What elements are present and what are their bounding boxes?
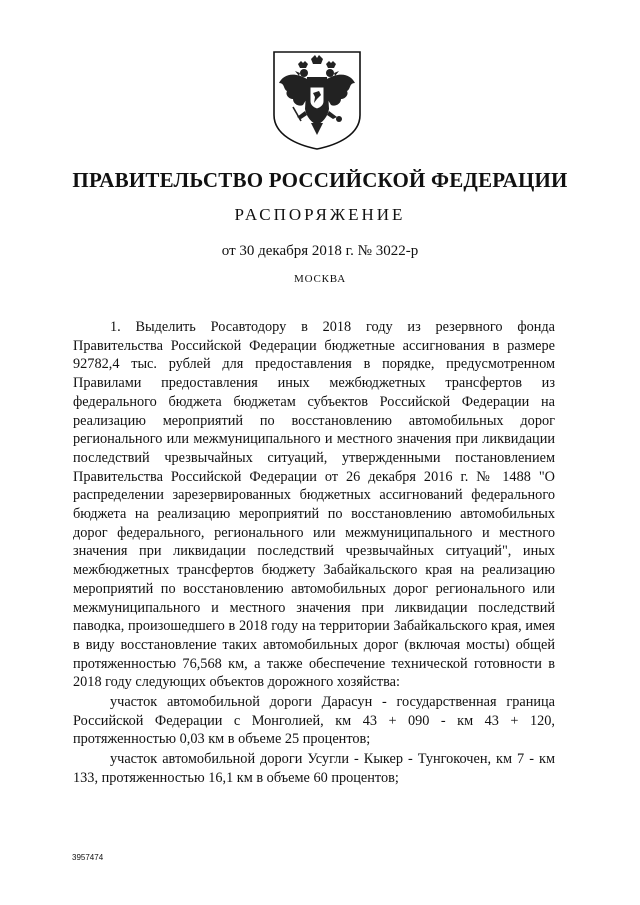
document-type: РАСПОРЯЖЕНИЕ — [234, 205, 406, 224]
government-title: ПРАВИТЕЛЬСТВО РОССИЙСКОЙ ФЕДЕРАЦИИ — [72, 168, 568, 192]
paragraph-1: 1. Выделить Росавтодору в 2018 году из резервного фонда Правительства Российской Федерации бюджетные ассигнования в размере 92782,4 тыс. рублей для предоставления в порядке, предусмотренном Правилами предоставления иных межбюджетных трансфертов из федерального бюджета бюджетам субъектов Российской Федерации на реализацию мероприятий по восстановлению автомобильных дорог регионального или межмуниципального и местного значения при ликвидации последствий чрезвычайных ситуаций, утвержденными постановлением Правительства Российской Федерации от 26 декабря 2016 г. № 1488 "О распределении зарезервированных бюджетных ассигнований федерального бюджета на реализацию мероприятий по восстановлению автомобильных дорог федерального, регионального или межмуниципального и местного значения при ликвидации последствий чрезвычайных ситуаций", иных межбюджетных трансфертов бюджету Забайкальского края на реализацию мероприятий по восстановлению автомобильных дорог регионального или межмуниципального и местного значения при ликвидации последствий паводка, произошедшего в 2018 году на территории Забайкальского края, имея в виду восстановление таких автомобильных дорог (включая мосты) общей протяженностью 76,568 км, а также обеспечение технической готовности в 2018 году следующих объектов дорожного хозяйства: — [73, 319, 555, 691]
paragraph-2: участок автомобильной дороги Дарасун - государственная граница Российской Федерации с Монголией, км 43 + 090 - км 43 + 120, протяженностью 0,03 км в объеме 25 процентов; — [73, 694, 555, 748]
coat-of-arms-icon — [271, 49, 363, 151]
document-city: МОСКВА — [294, 273, 346, 285]
document-code: 3957474 — [72, 853, 104, 862]
paragraph-3: участок автомобильной дороги Усугли - Кыкер - Тунгокочен, км 7 - км 133, протяженностью 16,1 км в объеме 60 процентов; — [73, 751, 555, 786]
document-date-number: от 30 декабря 2018 г. № 3022-р — [221, 243, 419, 259]
document-body — [73, 318, 555, 788]
